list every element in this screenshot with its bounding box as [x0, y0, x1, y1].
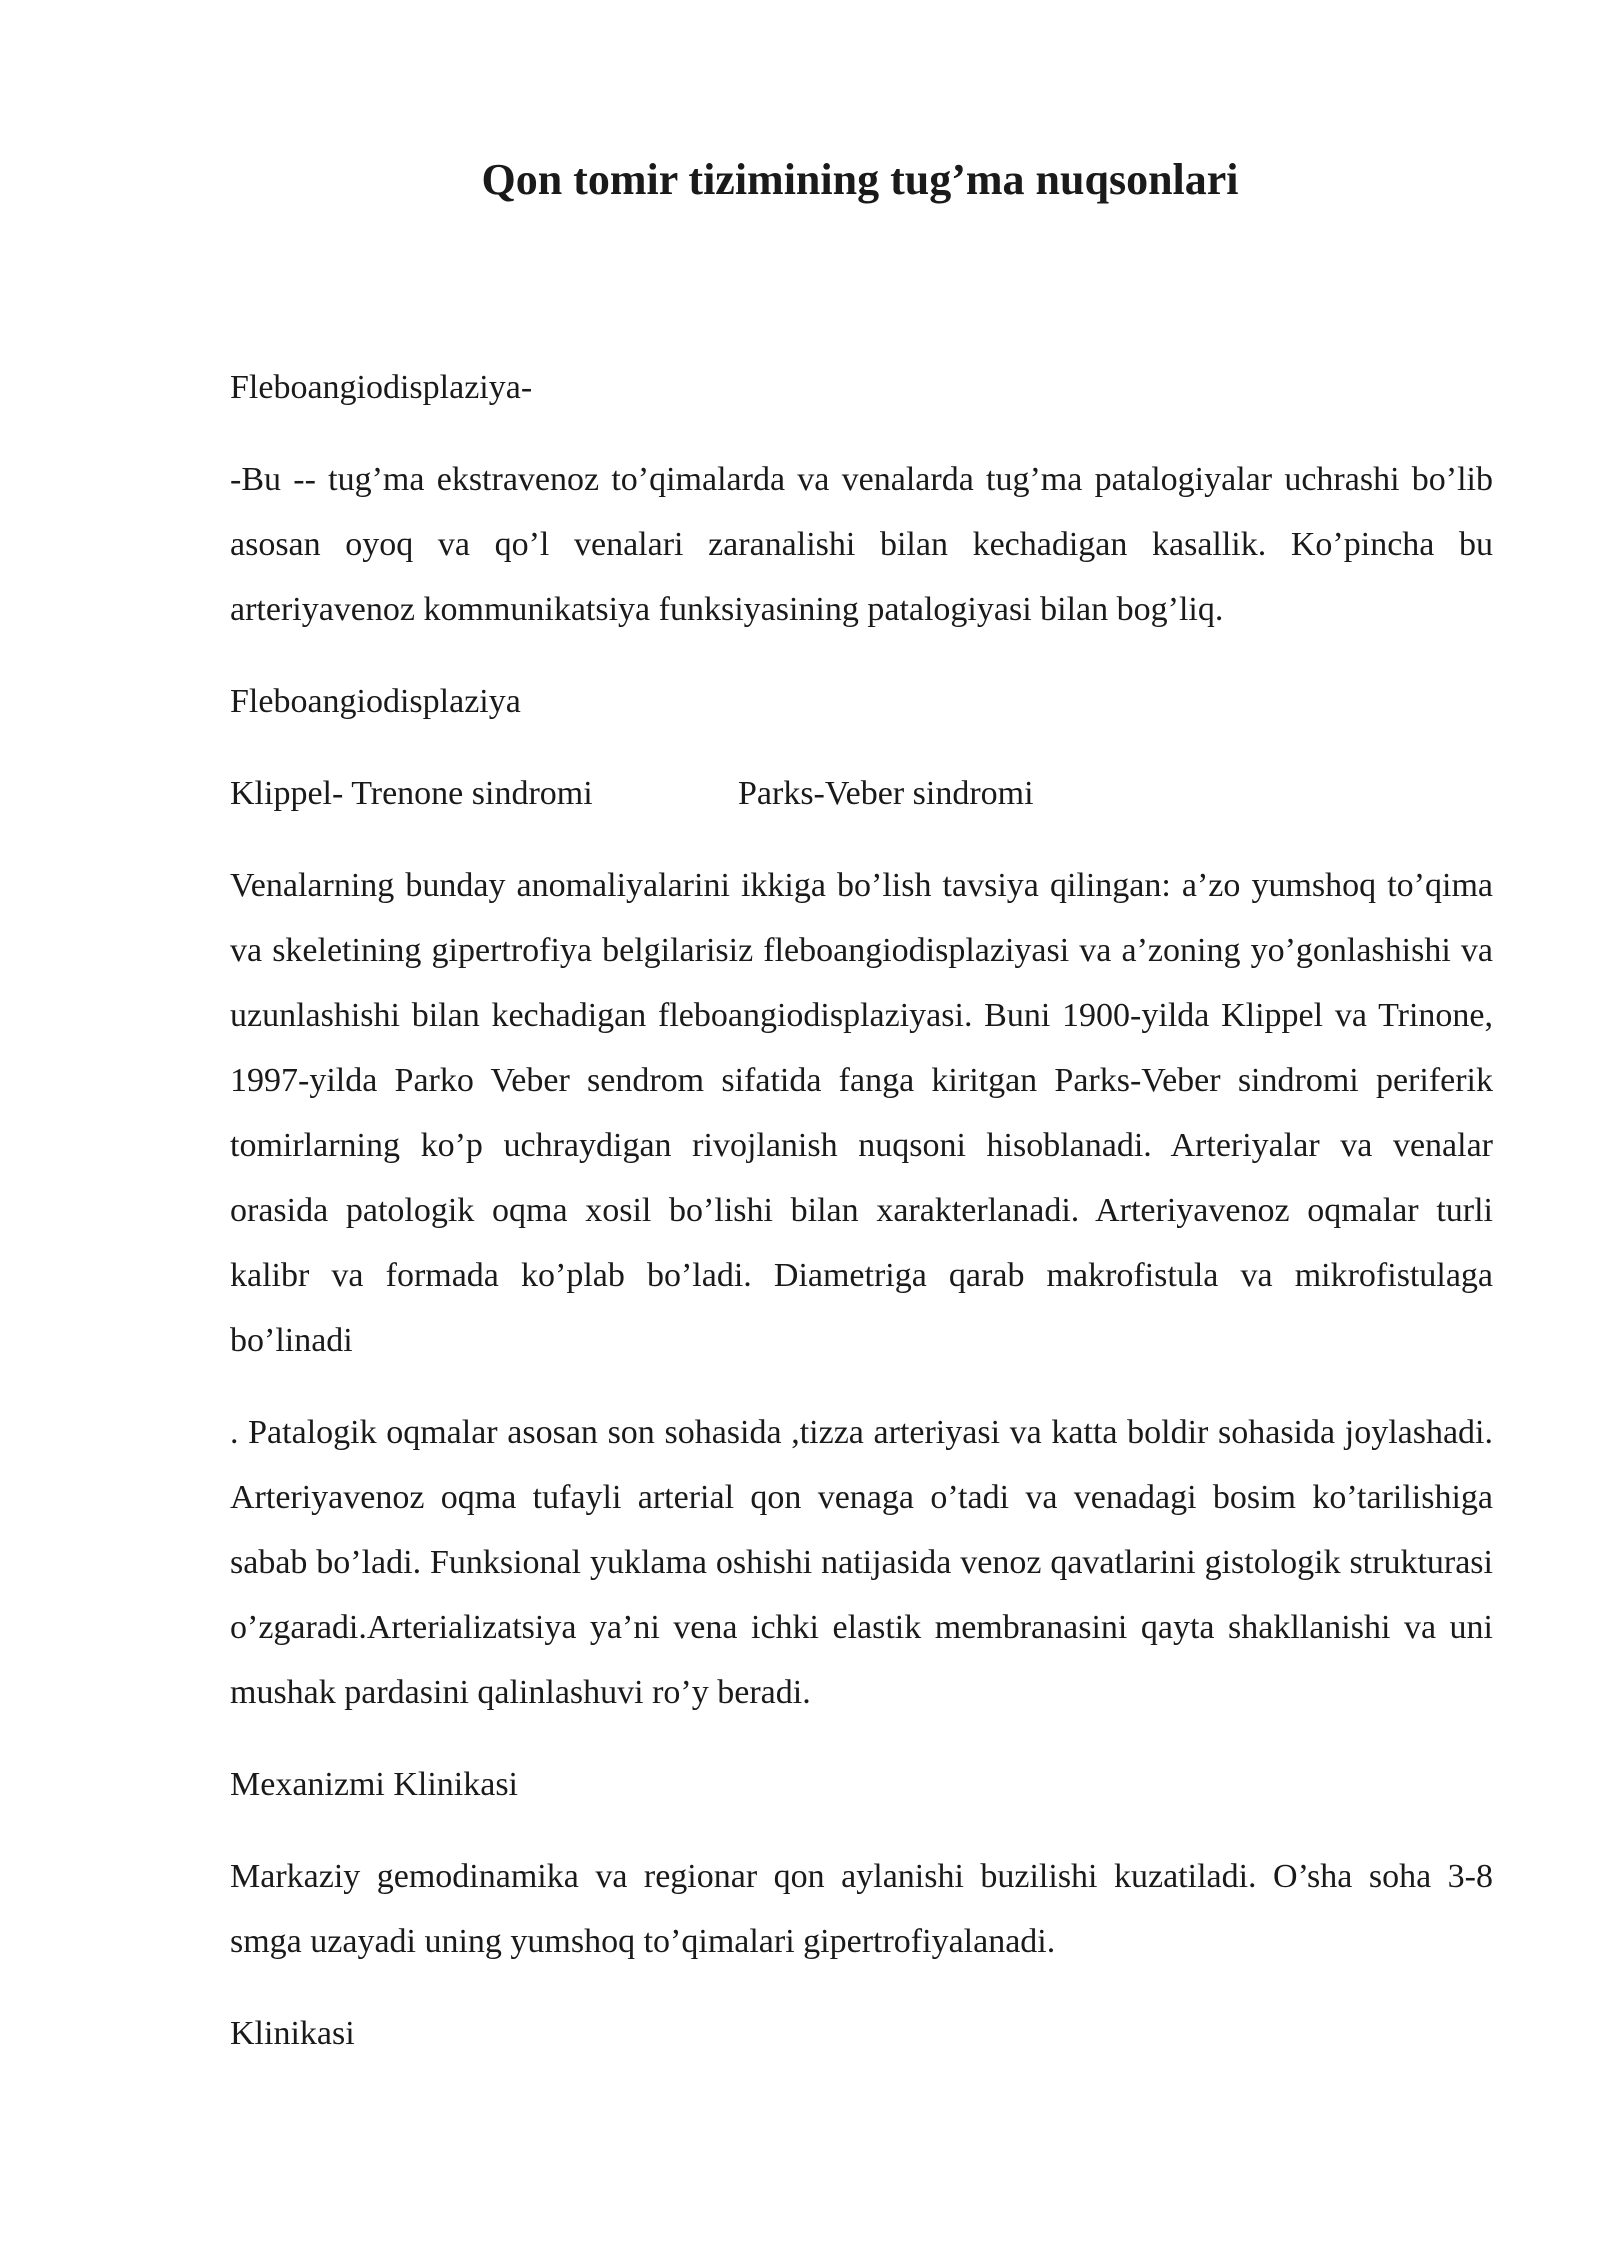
- syndrome-list: [230, 761, 1493, 826]
- document-body: [230, 355, 1493, 2066]
- section-heading-classification: Fleboangiodisplaziya: [230, 683, 521, 720]
- paragraph-pathologic-fistulas: . Patalogik oqmalar asosan son sohasida ,tizza arteriyasi va katta boldir sohasida joylashadi. Arteriyavenoz oqma tufayli arterial qon venaga o’tadi va venadagi bosim ko’tarilishiga sabab bo’ladi. Funksional yuklama oshishi natijasida venoz qavatlarini gistologik strukturasi o’zgaradi.Arterializatsiya ya’ni vena ichki elastik membranasini qayta shakllanishi va uni mushak pardasini qalinlashuvi ro’y beradi.: [230, 1414, 1493, 1711]
- syndrome-klippel-trenone: Klippel- Trenone sindromi: [230, 775, 593, 812]
- document-title: Qon tomir tizimining tug’ma nuqsonlari: [481, 155, 1239, 204]
- section-heading-mechanism: Mexanizmi Klinikasi: [230, 1766, 519, 1803]
- paragraph-anomalies: Venalarning bunday anomaliyalarini ikkiga bo’lish tavsiya qilingan: a’zo yumshoq to’qima va skeletining gipertrofiya belgilarisiz fleboangiodisplaziyasi va a’zoning yo’gonlashishi va uzunlashishi bilan kechadigan fleboangiodisplaziyasi. Buni 1900-yilda Klippel va Trinone, 1997-yilda Parko Veber sendrom sifatida fanga kiritgan Parks-Veber sindromi periferik tomirlarning ko’p uchraydigan rivojlanish nuqsoni hisoblanadi. Arteriyalar va venalar orasida patologik oqma xosil bo’lishi bilan xarakterlanadi. Arteriyavenoz oqmalar turli kalibr va formada ko’plab bo’ladi. Diametriga qarab makrofistula va mikrofistulaga bo’linadi: [230, 867, 1493, 1359]
- paragraph-definition: -Bu -- tug’ma ekstravenoz to’qimalarda va venalarda tug’ma patalogiyalar uchrashi bo’lib asosan oyoq va qo’l venalari zaranalishi bilan kechadigan kasallik. Ko’pincha bu arteriyavenoz kommunikatsiya funksiyasining patalogiyasi bilan bog’liq.: [230, 461, 1493, 628]
- section-heading-clinic: Klinikasi: [230, 2015, 355, 2052]
- syndrome-parks-veber: Parks-Veber sindromi: [738, 775, 1034, 812]
- paragraph-hemodynamics: Markaziy gemodinamika va regionar qon aylanishi buzilishi kuzatiladi. O’sha soha 3-8 smga uzayadi uning yumshoq to’qimalari gipertrofiyalanadi.: [230, 1858, 1493, 1960]
- section-heading-fleboangiodisplaziya: Fleboangiodisplaziya-: [230, 369, 533, 406]
